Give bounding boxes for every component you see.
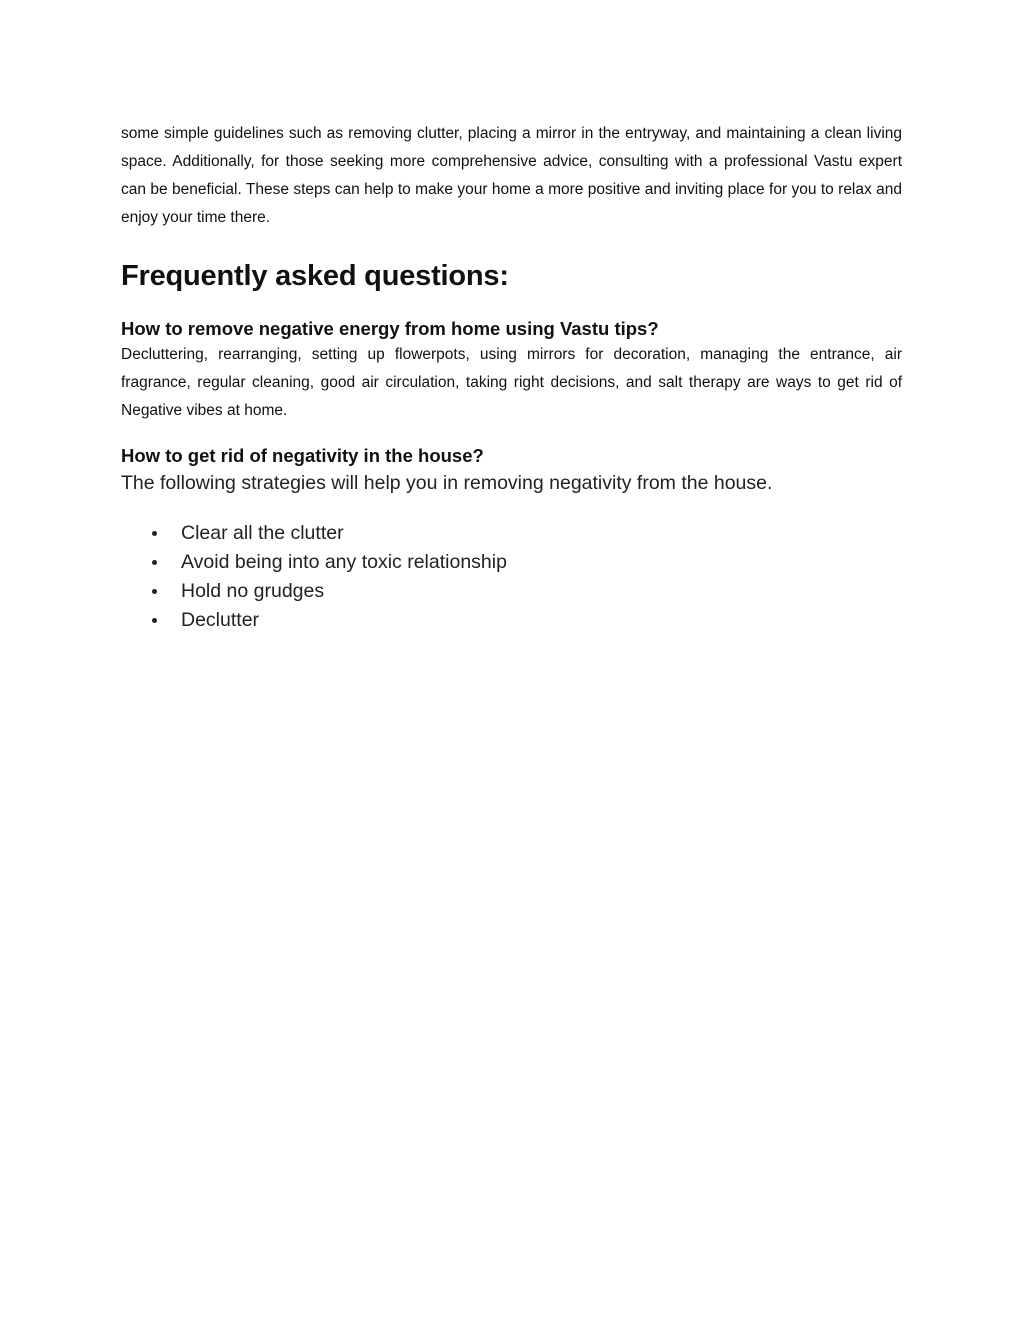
list-item [121, 548, 902, 577]
list-item-text: Declutter [181, 609, 260, 631]
list-item [121, 606, 902, 635]
list-item-text: Hold no grudges [181, 580, 325, 602]
document-page [121, 118, 902, 635]
faq-question-2: How to get rid of negativity in the house? [121, 445, 484, 466]
list-item-text: Clear all the clutter [181, 522, 344, 544]
faq-answer-2-lead: The following strategies will help you in removing negativity from the house. [121, 472, 773, 494]
faq-answer-1: Decluttering, rearranging, setting up flowerpots, using mirrors for decoration, managing the entrance, air fragrance, regular cleaning, good air circulation, taking right decisions, and salt therapy are ways to get rid of Negative vibes at home. [121, 346, 902, 419]
bullet-icon [152, 560, 157, 565]
faq-heading: Frequently asked questions: [121, 260, 509, 292]
bullet-icon [152, 531, 157, 536]
strategy-list [121, 519, 902, 635]
bullet-icon [152, 618, 157, 623]
intro-paragraph: some simple guidelines such as removing clutter, placing a mirror in the entryway, and maintaining a clean living space. Additionally, for those seeking more comprehensive advice, consulting with a professional Vastu expert can be beneficial. These steps can help to make your home a more positive and inviting place for you to relax and enjoy your time there. [121, 125, 902, 226]
faq-question-1: How to remove negative energy from home using Vastu tips? [121, 318, 659, 339]
list-item [121, 577, 902, 606]
list-item-text: Avoid being into any toxic relationship [181, 551, 507, 573]
bullet-icon [152, 589, 157, 594]
list-item [121, 519, 902, 548]
